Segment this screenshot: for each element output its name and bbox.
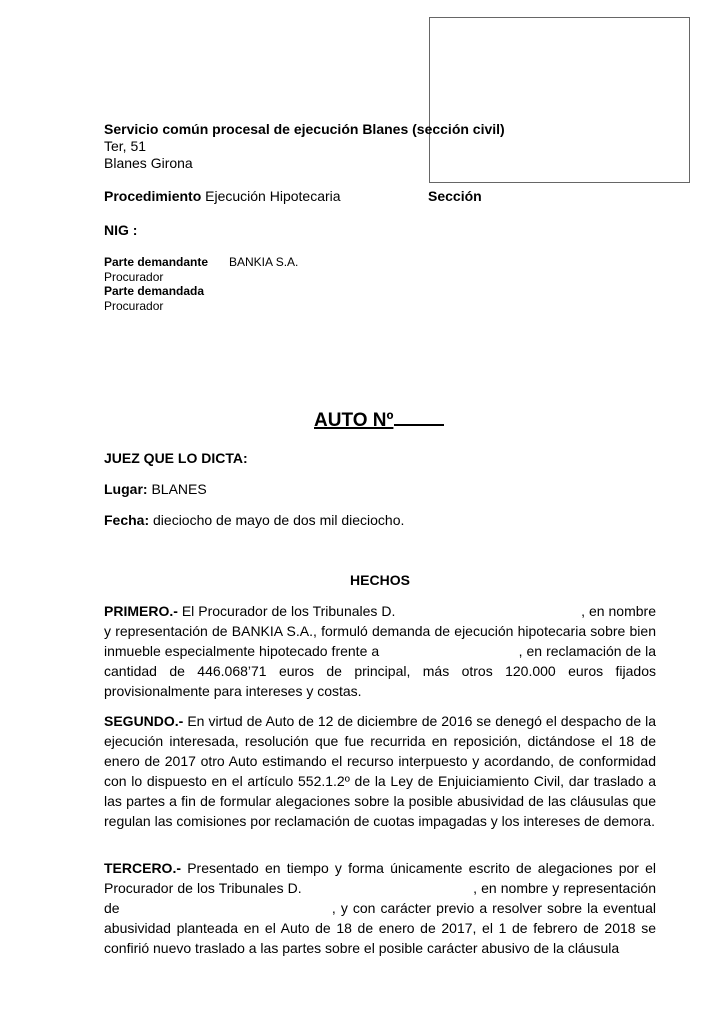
procedure-row: [104, 188, 341, 205]
segundo-text: En virtud de Auto de 12 de diciembre de 2016 se denegó el despacho de la ejecución interesada, resolución que fue recurrida en reposición, dictándose el 18 de enero de 2017 otro Auto estimando el recurso interpuesto y acordando, de conformidad con lo dispuesto en el artículo 552.1.2º de la Ley de Enjuiciamiento Civil, dar traslado a las partes a fin de formular alegaciones sobre la posible abusividad de las cláusulas que regulan las comisiones por reclamación de cuotas impagadas y los intereses de demora.: [104, 713, 656, 829]
auto-title: [314, 410, 444, 432]
procurador-plaintiff: Procurador: [104, 269, 164, 284]
primero-text: El Procurador de los Tribunales D. , en nombre y representación de BANKIA S.A., formuló demanda de ejecución hipotecaria sobre bien inmueble especialmente hipotecado frente a , en reclamación de la cantidad de 446.068’71 euros de principal, más otros 120.000 euros fijados provisionalmente para intereses y costas.: [104, 603, 660, 699]
hechos-heading: HECHOS: [350, 572, 410, 588]
paragraph-primero: [104, 601, 660, 701]
tercero-text: Presentado en tiempo y forma únicamente escrito de alegaciones por el Procurador de los Tribunales D. , en nombre y representación de , y con carácter previo a resolver sobre la eventual abusividad planteada en el Auto de 18 de enero de 2017, el 1 de febrero de 2018 se confirió nuevo traslado a las partes sobre el posible carácter abusivo de la cláusula: [104, 860, 660, 956]
plaintiff-label: Parte demandante: [104, 255, 209, 269]
defendant-label: Parte demandada: [104, 284, 205, 298]
procurador-defendant: Procurador: [104, 298, 164, 313]
parties-block: [104, 255, 208, 313]
auto-title-text: AUTO Nº: [314, 410, 394, 431]
tercero-label: TERCERO.-: [104, 860, 181, 876]
date-row: [104, 512, 404, 529]
nig-label: NIG :: [104, 222, 138, 238]
place-label: Lugar:: [104, 481, 148, 497]
court-city: Blanes Girona: [104, 155, 193, 171]
procedure-label: Procedimiento: [104, 188, 202, 204]
court-header: [104, 121, 704, 172]
court-name: Servicio común procesal de ejecución Blanes (sección civil): [104, 121, 505, 137]
place-value: BLANES: [151, 481, 207, 497]
primero-label: PRIMERO.-: [104, 603, 178, 619]
paragraph-segundo: [104, 711, 656, 831]
paragraph-tercero: [104, 858, 660, 958]
procedure-value: Ejecución Hipotecaria: [205, 188, 341, 204]
plaintiff-value: BANKIA S.A.: [229, 255, 299, 269]
date-value: dieciocho de mayo de dos mil dieciocho.: [153, 512, 405, 528]
auto-number-blank: [394, 423, 444, 426]
date-label: Fecha:: [104, 512, 150, 528]
judge-label: JUEZ QUE LO DICTA:: [104, 450, 248, 466]
segundo-label: SEGUNDO.-: [104, 713, 184, 729]
place-row: [104, 481, 207, 498]
section-label: Sección: [428, 188, 482, 204]
court-address: Ter, 51: [104, 138, 147, 154]
